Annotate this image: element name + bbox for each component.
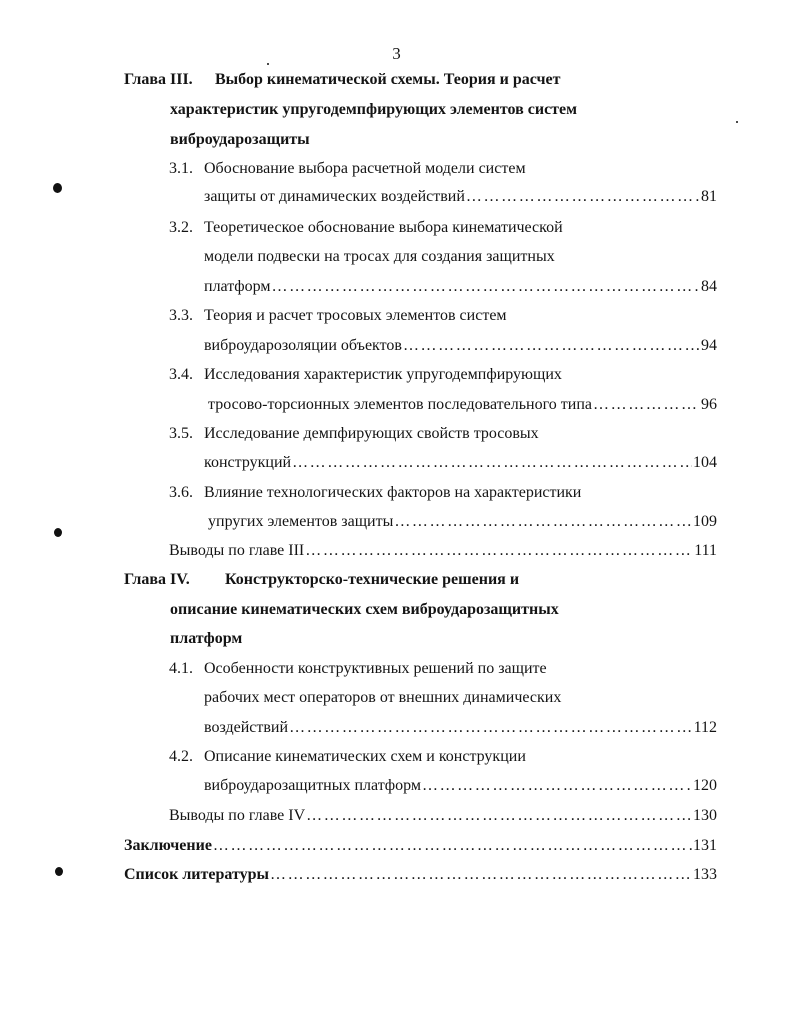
leader-dots	[305, 541, 693, 561]
conclusions-3-text: Выводы по главе III	[169, 542, 305, 559]
scan-speck-4	[267, 63, 269, 65]
section-4-1-title-line-1: Особенности конструктивных решений по защите	[204, 660, 547, 677]
section-4-2-title-line-1: Описание кинематических схем и конструкции	[204, 748, 526, 765]
scan-speck-1	[53, 183, 62, 193]
section-3-2-title-line-2: модели подвески на тросах для создания защитных	[204, 248, 555, 265]
section-3-6-title-last: упругих элементов защиты	[208, 513, 394, 530]
leader-dots	[271, 277, 700, 297]
chapter-4-title-line-2: описание кинематических схем виброударозащитных	[170, 601, 559, 618]
section-3-6-number: 3.6.	[169, 484, 193, 501]
leader-dots	[289, 718, 693, 738]
leader-dots	[403, 336, 700, 356]
toc-entry-references[interactable]	[124, 865, 717, 885]
toc-entry-conclusion[interactable]	[124, 836, 717, 856]
section-4-2-number: 4.2.	[169, 748, 193, 765]
section-3-2-title-last: платформ	[204, 278, 271, 295]
section-3-2-title-line-1: Теоретическое обоснование выбора кинематической	[204, 219, 563, 236]
section-3-6-page: 109	[693, 513, 717, 530]
section-3-5-page: 104	[693, 454, 717, 471]
chapter-4-title-line-3: платформ	[170, 630, 243, 647]
conclusions-4-page: 130	[693, 807, 717, 824]
section-3-4-title-line-1: Исследования характеристик упругодемпфирующих	[204, 366, 562, 383]
references-page: 133	[693, 866, 717, 883]
toc-entry-4-1[interactable]	[204, 718, 717, 738]
section-3-1-title-last: защиты от динамических воздействий	[204, 188, 465, 205]
toc-entry-3-4[interactable]	[208, 395, 717, 415]
conclusion-text: Заключение	[124, 837, 212, 854]
chapter-3-title-line-3: виброударозащиты	[170, 131, 310, 148]
section-3-4-title-last: тросово-торсионных элементов последовательного типа	[208, 396, 592, 413]
leader-dots	[213, 836, 692, 856]
toc-entry-conclusions-3[interactable]	[169, 541, 717, 561]
section-3-3-number: 3.3.	[169, 307, 193, 324]
leader-dots	[270, 865, 692, 885]
chapter-3-title-line-1: Выбор кинематической схемы. Теория и расчет	[215, 71, 561, 88]
conclusion-page: 131	[693, 837, 717, 854]
leader-dots	[394, 512, 692, 532]
scan-speck-3	[55, 867, 63, 876]
section-3-5-number: 3.5.	[169, 425, 193, 442]
chapter-4-label: Глава IV.	[124, 571, 190, 588]
section-3-1-number: 3.1.	[169, 160, 193, 177]
toc-entry-3-6[interactable]	[208, 512, 717, 532]
references-text: Список литературы	[124, 866, 269, 883]
toc-entry-conclusions-4[interactable]	[169, 806, 717, 826]
leader-dots	[593, 395, 700, 415]
section-3-3-page: 94	[701, 337, 717, 354]
section-4-1-title-line-2: рабочих мест операторов от внешних динамических	[204, 689, 562, 706]
section-4-1-number: 4.1.	[169, 660, 193, 677]
page-number: 3	[392, 44, 401, 63]
toc-entry-3-3[interactable]	[204, 336, 717, 356]
toc-entry-3-5[interactable]	[204, 453, 717, 473]
scan-speck-2	[54, 528, 62, 537]
section-3-1-title-line-1: Обоснование выбора расчетной модели систем	[204, 160, 526, 177]
section-3-4-page: 96	[701, 396, 717, 413]
toc-entry-3-1[interactable]	[204, 187, 717, 207]
section-3-4-number: 3.4.	[169, 366, 193, 383]
section-3-2-number: 3.2.	[169, 219, 193, 236]
section-4-1-page: 112	[693, 719, 717, 736]
section-3-2-page: 84	[701, 278, 717, 295]
section-3-6-title-line-1: Влияние технологических факторов на характеристики	[204, 484, 582, 501]
section-4-2-page: 120	[693, 777, 717, 794]
toc-entry-4-2[interactable]	[204, 776, 717, 796]
toc-entry-3-2[interactable]	[204, 277, 717, 297]
leader-dots	[466, 187, 700, 207]
conclusions-3-page: 111	[694, 542, 717, 559]
section-3-3-title-last: виброударозоляции объектов	[204, 337, 402, 354]
conclusions-4-text: Выводы по главе IV	[169, 807, 306, 824]
section-3-5-title-line-1: Исследование демпфирующих свойств тросовых	[204, 425, 539, 442]
section-3-3-title-line-1: Теория и расчет тросовых элементов систем	[204, 307, 507, 324]
section-3-1-page: 81	[701, 188, 717, 205]
section-4-2-title-last: виброударозащитных платформ	[204, 777, 421, 794]
leader-dots	[422, 776, 692, 796]
chapter-3-title-line-2: характеристик упругодемпфирующих элементов систем	[170, 101, 578, 118]
chapter-4-title-line-1: Конструкторско-технические решения и	[225, 571, 520, 588]
chapter-3-label: Глава III.	[124, 71, 193, 88]
leader-dots	[292, 453, 692, 473]
section-4-1-title-last: воздействий	[204, 719, 289, 736]
leader-dots	[306, 806, 692, 826]
scan-speck-5	[736, 121, 738, 123]
section-3-5-title-last: конструкций	[204, 454, 292, 471]
